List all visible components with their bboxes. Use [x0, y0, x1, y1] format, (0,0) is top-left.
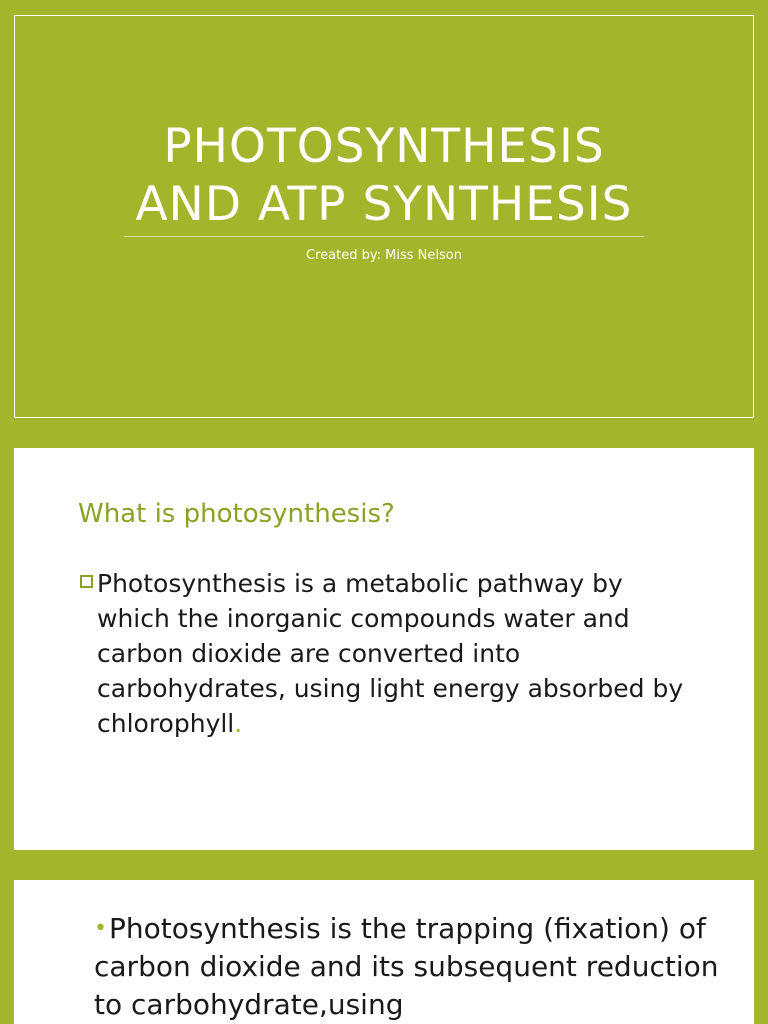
title-divider: [124, 236, 644, 237]
slide-panel: [14, 448, 754, 850]
definition-bullet: [94, 910, 734, 1024]
bullet-text: Photosynthesis is a metabolic pathway by which the inorganic compounds water and carbon dioxide are converted into carbohydrates, using light energy absorbed by chlorophyll: [97, 569, 684, 738]
bullet-content: [97, 566, 700, 741]
slide-heading: What is photosynthesis?: [78, 499, 395, 529]
bullet-end-punct: .: [234, 709, 243, 738]
bullet-text: Photosynthesis is the trapping (fixation) of carbon dioxide and its subsequent reduction to carbohydrate,using: [94, 912, 719, 1021]
dot-bullet-icon: •: [94, 916, 107, 941]
slide-panel: [14, 880, 754, 1024]
bullet-list: [80, 566, 700, 741]
title-line-2: AND ATP SYNTHESIS: [135, 177, 633, 232]
square-bullet-icon: [80, 575, 93, 588]
title-slide: [0, 0, 768, 432]
title-line-1: PHOTOSYNTHESIS: [163, 119, 605, 174]
what-is-photosynthesis-slide: [0, 448, 768, 850]
presentation-title: [0, 118, 768, 234]
list-item: [80, 566, 700, 741]
author-subtitle: Created by: Miss Nelson: [306, 248, 462, 263]
definition-slide: [0, 880, 768, 1024]
